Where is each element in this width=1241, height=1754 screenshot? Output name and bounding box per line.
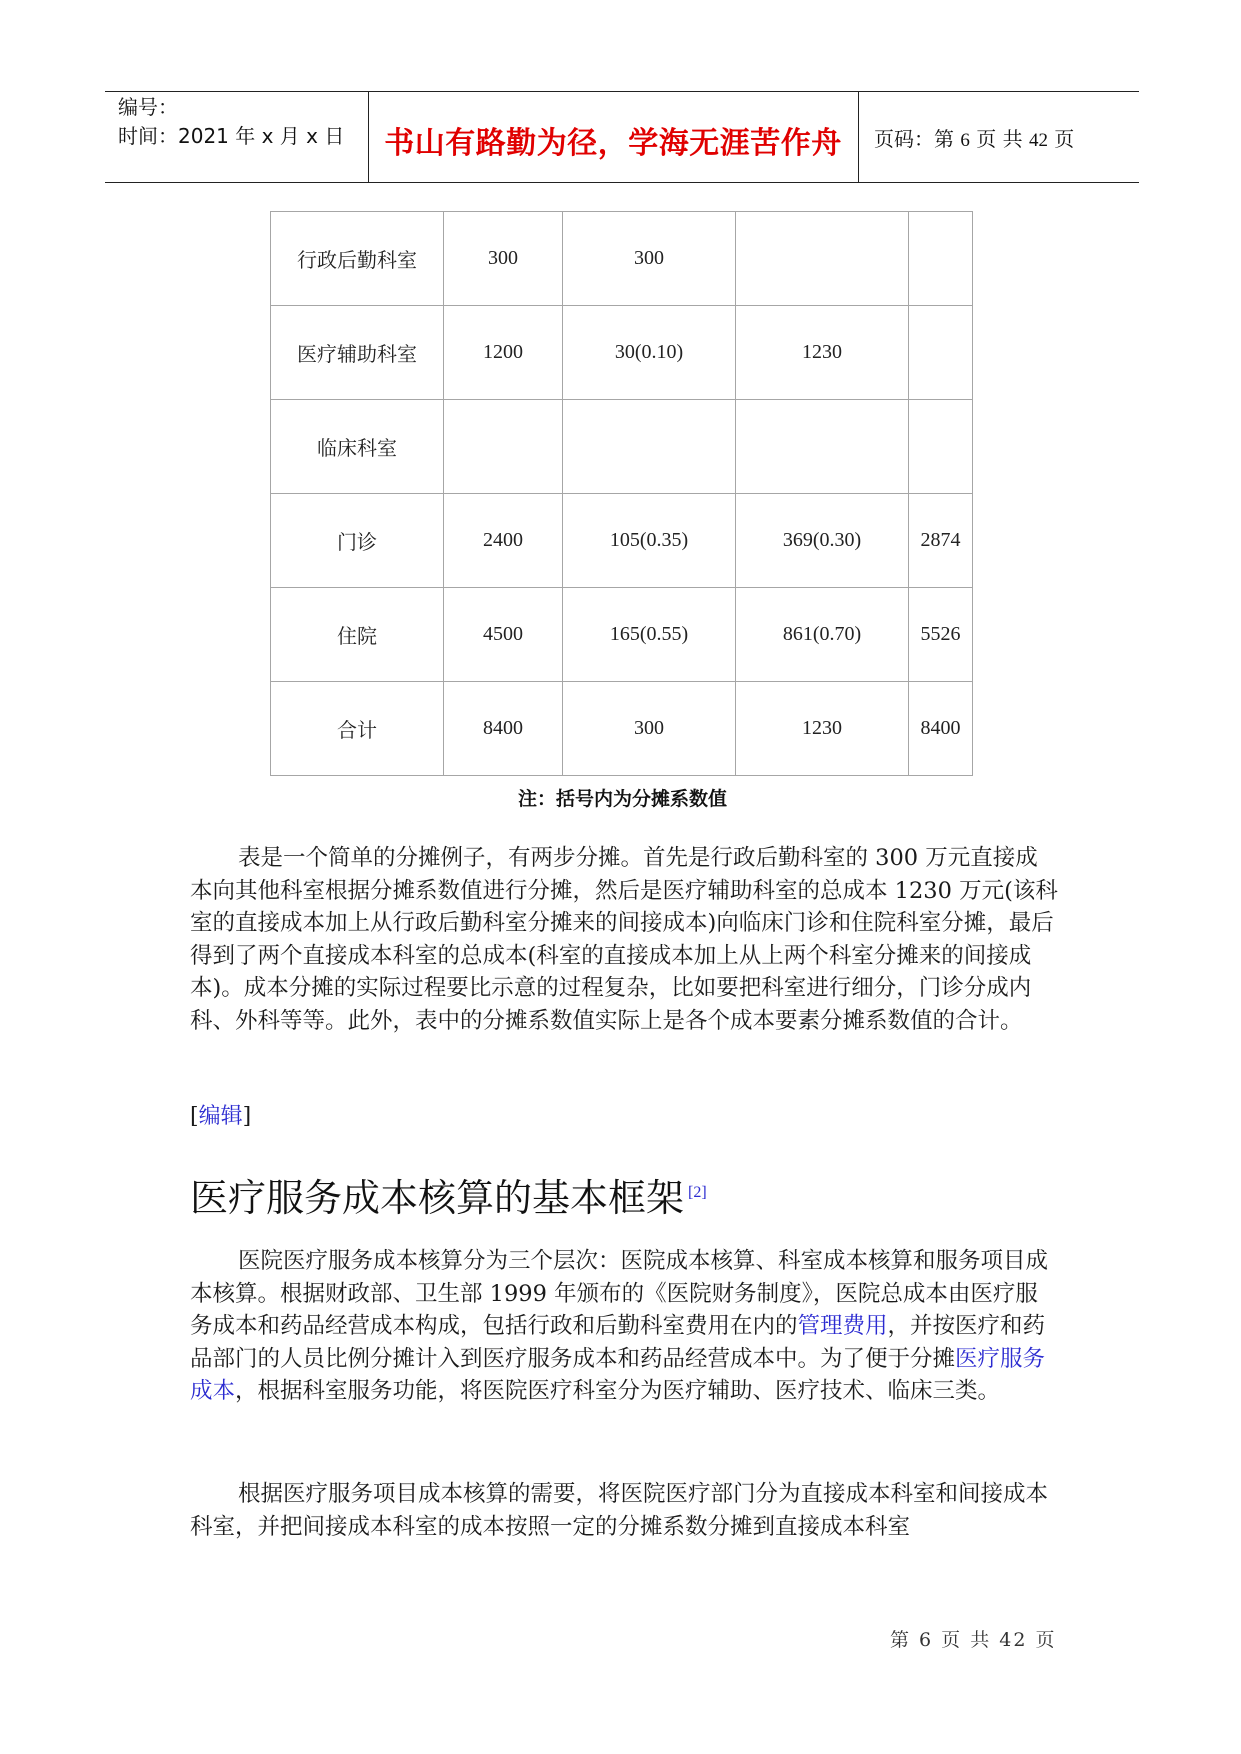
table-cell — [736, 400, 909, 494]
header-meta — [118, 93, 344, 151]
edit-section — [190, 1099, 251, 1130]
table-note: 注：括号内为分摊系数值 — [517, 788, 727, 810]
header-time-label: 时间：2021 年 x 月 x 日 — [118, 124, 345, 148]
table-row-label: 门诊 — [271, 494, 444, 588]
table-cell: 1200 — [444, 306, 563, 400]
header-divider-left — [368, 91, 369, 183]
paragraph-text: 根据医疗服务项目成本核算的需要，将医院医疗部门分为直接成本科室和间接成本科室，并把间接成本科室的成本按照一定的分摊系数分摊到直接成本科室 — [190, 1481, 1049, 1540]
header-bottom-rule — [105, 182, 1139, 183]
header-top-rule — [105, 91, 1139, 92]
table-cell: 1230 — [736, 682, 909, 776]
table-cell: 300 — [563, 682, 736, 776]
table-row — [271, 400, 973, 494]
medical-service-cost-link[interactable]: 医疗服务成本 — [190, 1345, 1046, 1404]
header-motto: 书山有路勤为径，学海无涯苦作舟 — [384, 126, 842, 161]
header-page-indicator — [874, 123, 1074, 152]
table-row — [271, 212, 973, 306]
paragraph-text: 表是一个简单的分摊例子，有两步分摊。首先是行政后勤科室的 300 万元直接成本向其他科室根据分摊系数值进行分摊，然后是医疗辅助科室的总成本 1230 万元(该科室的直接成本加上从行政后勤科室分摊来的间接成本)向临床门诊和住院科室分摊，最后得到了两个直接成本科室的总成本(科室的直接成本加上从上两个科室分摊来的间接成本)。成本分摊的实际过程要比示意的过程复杂，比如要把科室进行细分，门诊分成内科、外科等等。此外，表中的分摊系数值实际上是各个成本要素分摊系数值的合计。 — [190, 845, 1058, 1034]
table-cell — [909, 212, 973, 306]
page-current: 6 — [960, 130, 970, 151]
table-cell: 300 — [444, 212, 563, 306]
page-mid: 页 共 — [969, 127, 1029, 151]
table-cell: 369(0.30) — [736, 494, 909, 588]
table-cell: 105(0.35) — [563, 494, 736, 588]
table-cell: 4500 — [444, 588, 563, 682]
table-cell — [563, 400, 736, 494]
management-cost-link[interactable]: 管理费用 — [797, 1313, 888, 1339]
header-number-label: 编号： — [118, 95, 178, 119]
table-cell — [736, 212, 909, 306]
table-cell: 300 — [563, 212, 736, 306]
section-heading-text: 医疗服务成本核算的基本框架 — [190, 1176, 685, 1220]
table-row-label: 合计 — [271, 682, 444, 776]
paragraph-part: 医院医疗服务成本核算分为三个层次：医院成本核算、科室成本核算和服务项目成本核算。根据财政部、卫生部 1999 年颁布的《医院财务制度》，医院总成本由医疗服务成本和药品经营成本构成，包括行政和后勤科室费用在内的 — [190, 1248, 1049, 1339]
table-cell: 861(0.70) — [736, 588, 909, 682]
page-suffix: 页 — [1047, 127, 1075, 151]
page-total: 42 — [1028, 130, 1048, 151]
table-row-label: 医疗辅助科室 — [271, 306, 444, 400]
table-cell: 2400 — [444, 494, 563, 588]
table-cell: 165(0.55) — [563, 588, 736, 682]
table-cell: 8400 — [909, 682, 973, 776]
paragraph-allocation-example — [190, 842, 1060, 1037]
table-cell — [444, 400, 563, 494]
table-cell: 2874 — [909, 494, 973, 588]
section-heading — [190, 1167, 707, 1222]
edit-bracket-open: [ — [190, 1104, 199, 1129]
edit-bracket-close: ] — [242, 1104, 252, 1129]
paragraph-departments — [190, 1478, 1060, 1543]
table-cell: 1230 — [736, 306, 909, 400]
table-row-label: 行政后勤科室 — [271, 212, 444, 306]
table-row — [271, 306, 973, 400]
table-cell: 5526 — [909, 588, 973, 682]
table-row — [271, 494, 973, 588]
page-prefix: 页码：第 — [874, 127, 961, 151]
table-cell: 30(0.10) — [563, 306, 736, 400]
table-row — [271, 588, 973, 682]
table-row — [271, 682, 973, 776]
header-divider-right — [858, 91, 859, 183]
reference-link[interactable]: [2] — [688, 1184, 707, 1202]
table-cell — [909, 400, 973, 494]
paragraph-framework — [190, 1245, 1060, 1408]
page-footer: 第 6 页 共 42 页 — [890, 1629, 1057, 1651]
cost-allocation-table — [270, 211, 973, 776]
paragraph-part: ，根据科室服务功能，将医院医疗科室分为医疗辅助、医疗技术、临床三类。 — [235, 1378, 1001, 1404]
table-row-label: 临床科室 — [271, 400, 444, 494]
table-cell: 8400 — [444, 682, 563, 776]
table-row-label: 住院 — [271, 588, 444, 682]
paragraph-part: ，并按医疗和药品部门的人员比例分摊计入到医疗服务成本和药品经营成本中。为了便于分摊 — [190, 1313, 1046, 1372]
edit-link[interactable]: 编辑 — [198, 1104, 243, 1129]
table-cell — [909, 306, 973, 400]
